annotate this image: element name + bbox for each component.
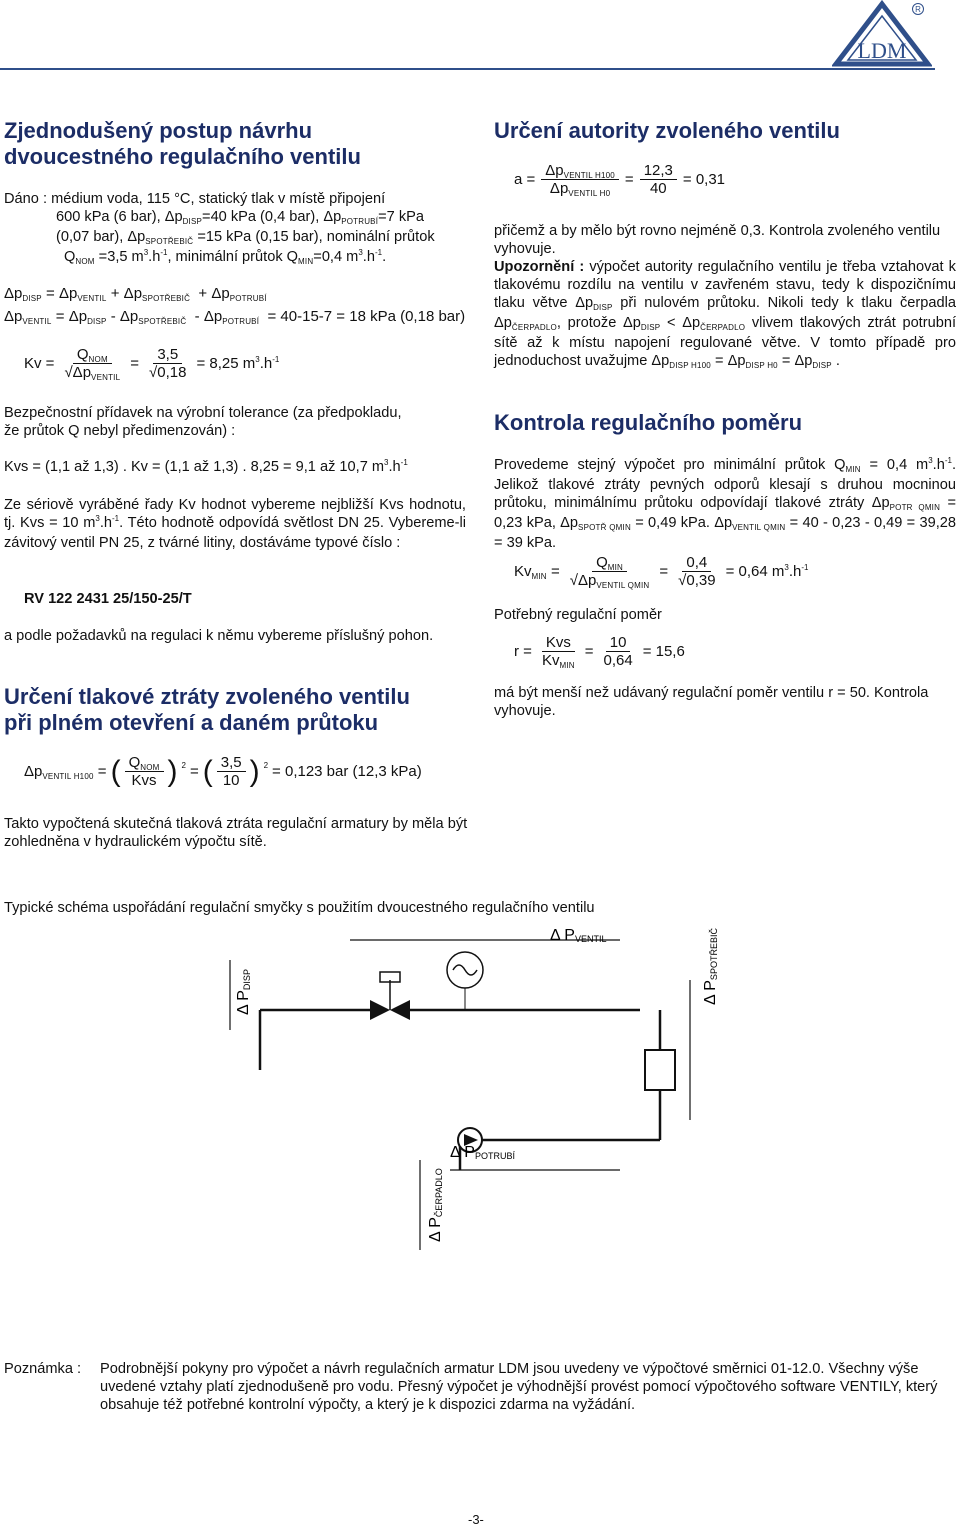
equation-ratio: r = $\frac{\text{Kvs}}{Kv_{MIN}}$ = $\frac{10}{0,64}$ = 15,6: [514, 634, 685, 670]
given-block: Dáno : médium voda, 115 °C, statický tlak v místě připojení 600 kPa (6 bar), $\Delta p_{DISP}=40$ kPa (0,4 bar), $\Delta p_{POTRUBÍ}=7$ kPa (0,07 bar), $\Delta p_{SPOTŘEBIČ} =15$ kPa (0,15 bar), nominální průtok $Q_{NOM} =3,5$ $m^3.h^{-1}$, minimální průtok $Q_{MIN}=0,4$ $m^3.h^{-1}$.: [4, 191, 435, 266]
svg-text:R: R: [915, 5, 921, 14]
label-dp-cerpadlo: Δ PČERPADLO: [427, 1168, 444, 1242]
safety-allowance-text: Bezpečnostní přídavek na výrobní tolerance (za předpokladu, že průtok Q nebyl předimenzován) :: [4, 405, 402, 439]
page-number: -3-: [468, 1512, 484, 1527]
dano-label: Dáno :: [4, 191, 47, 207]
title-pressure-loss: Určení tlakové ztráty zvoleného ventilu při plném otevření a daném průtoku: [4, 684, 410, 735]
title-valve-authority: Určení autority zvoleného ventilu: [494, 118, 840, 143]
required-ratio-label: Potřebný regulační poměr: [494, 607, 662, 623]
actuator-selection-text: a podle požadavků na regulaci k němu vybereme příslušný pohon.: [4, 628, 434, 644]
series-selection-text: Ze sériově vyráběné řady Kv hodnot vybereme nejbližší Kvs hodnotu, tj. Kvs = 10 $m^3.h^{-1}$. Této hodnotě odpovídá světlost DN 25. Vybereme-li závitový ventil PN 25, z tvárné litiny, dostáváme typové číslo :: [4, 497, 466, 551]
consumer-icon: [645, 1050, 675, 1090]
type-number: RV 122 2431 25/150-25/T: [24, 591, 192, 607]
label-dp-potrubi: Δ PPOTRUBÍ: [450, 1144, 515, 1161]
control-loop-diagram: [220, 920, 740, 1260]
footnote: [4, 1360, 956, 1414]
header-rule: [0, 68, 935, 70]
title-simplified-procedure: Zjednodušený postup návrhu dvoucestného regulačního ventilu: [4, 118, 361, 169]
equation-kv: Kv = $\frac{Q_{NOM}}{√\Delta p_{VENTIL}}$ = $\frac{3,5}{√0,18}$ = 8,25 $m^3.h^{-1}$: [24, 346, 280, 382]
equation-kvmin: $Kv_{MIN}$ = $\frac{Q_{MIN}}{√\Delta p_{VENTIL QMIN}}$ = $\frac{0,4}{√0,39}$ = 0,64 $m^3.h^{-1}$: [514, 554, 809, 590]
label-dp-disp: Δ PDISP: [235, 969, 252, 1015]
equation-dp-ventil: $\Delta p_{VENTIL} = \Delta p_{DISP} - \Delta p_{SPOTŘEBIČ} - \Delta p_{POTRUBÍ} = 40-15-7 = 18$ kPa (0,18 bar): [4, 308, 466, 326]
authority-check-text: přičemž a by mělo být rovno nejméně 0,3. Kontrola zvoleného ventilu vyhovuje.: [494, 223, 941, 257]
title-control-ratio: Kontrola regulačního poměru: [494, 410, 803, 435]
min-flow-text: Provedeme stejný výpočet pro minimální průtok $Q_{MIN} = 0,4$ $m^3.h^{-1}$. Jelikož tlakové ztráty pevných odporů klesají s druhou mocninou průtoku, minimálnímu průtoku odpovídají tlakové ztráty $\Delta p_{POTR QMIN} = 0,23$ kPa, $\Delta p_{SPOTŘ QMIN} = 0,49$ kPa. $\Delta p_{VENTIL QMIN} = 40 - 0,23 - 0,49 = 39,28 = 39$ kPa.: [494, 456, 956, 551]
footnote-label: Poznámka :: [4, 1361, 82, 1377]
label-dp-spotrebic: Δ PSPOTŘEBIČ: [702, 928, 719, 1005]
equation-authority: a = $\frac{\Delta p_{VENTIL H100}}{\Delta p_{VENTIL H0}}$ = $\frac{12,3}{40}$ = 0,31: [514, 162, 726, 198]
footnote-text: Podrobnější pokyny pro výpočet a návrh regulačních armatur LDM jsou uvedeny ve výpočtové směrnici 01-12.0. Všechny výše uvedené vztahy platí zjednodušeně pro vodu. Přesný výpočet je výhodnější provést pomocí výpočtového software VENTILY, který obsahuje též potřebné kontrolní výpočty, a který je k dispozici zdarma na vyžádání.: [100, 1361, 938, 1413]
equation-dp-h100: $\Delta p_{VENTIL H100}$ = ( $\frac{Q_{NOM}}{\text{Kvs}}$ ) 2 = ( $\frac{3,5}{10}$ ) 2 = 0,123 bar (12,3 kPa): [24, 754, 422, 789]
control-valve-icon: [370, 972, 410, 1020]
calculated-loss-note: Takto vypočtená skutečná tlaková ztráta regulační armatury by měla být zohledněna v hydraulickém výpočtu sítě.: [4, 816, 468, 850]
label-dp-ventil: Δ PVENTIL: [550, 927, 607, 944]
warning-text: Upozornění : výpočet autority regulačního ventilu je třeba vztahovat k tlakovému rozdílu na ventilu v zavřeném stavu, tedy k dispozičnímu tlaku větve $\Delta p_{DISP}$ při nulovém průtoku. Nikoli tedy k tlaku čerpadla $\Delta p_{ČERPADLO}$, protože $\Delta p_{DISP} < \Delta p_{ČERPADLO}$ vlivem tlakových ztrát potrubní sítě až k místu napojení regulované větve. V tomto případě pro jednoduchost uvažujme $\Delta p_{DISP H100} = \Delta p_{DISP H0} = \Delta p_{DISP}$ .: [494, 259, 957, 370]
equation-dp-disp: $\Delta p_{DISP} = \Delta p_{VENTIL} + \Delta p_{SPOTŘEBIČ} + \Delta p_{POTRUBÍ}$: [4, 285, 267, 303]
ratio-check-text: má být menší než udávaný regulační poměr ventilu r = 50. Kontrola vyhovuje.: [494, 685, 929, 719]
diagram-caption: Typické schéma uspořádání regulační smyčky s použitím dvoucestného regulačního ventilu: [4, 900, 595, 916]
ldm-logo-icon: [832, 0, 932, 80]
logo-text: LDM: [857, 38, 907, 63]
actuator-icon: [447, 952, 483, 1010]
kvs-equation: Kvs = (1,1 až 1,3) . Kv = (1,1 až 1,3) . 8,25 = 9,1 až 10,7 $m^3.h^{-1}$: [4, 458, 408, 475]
